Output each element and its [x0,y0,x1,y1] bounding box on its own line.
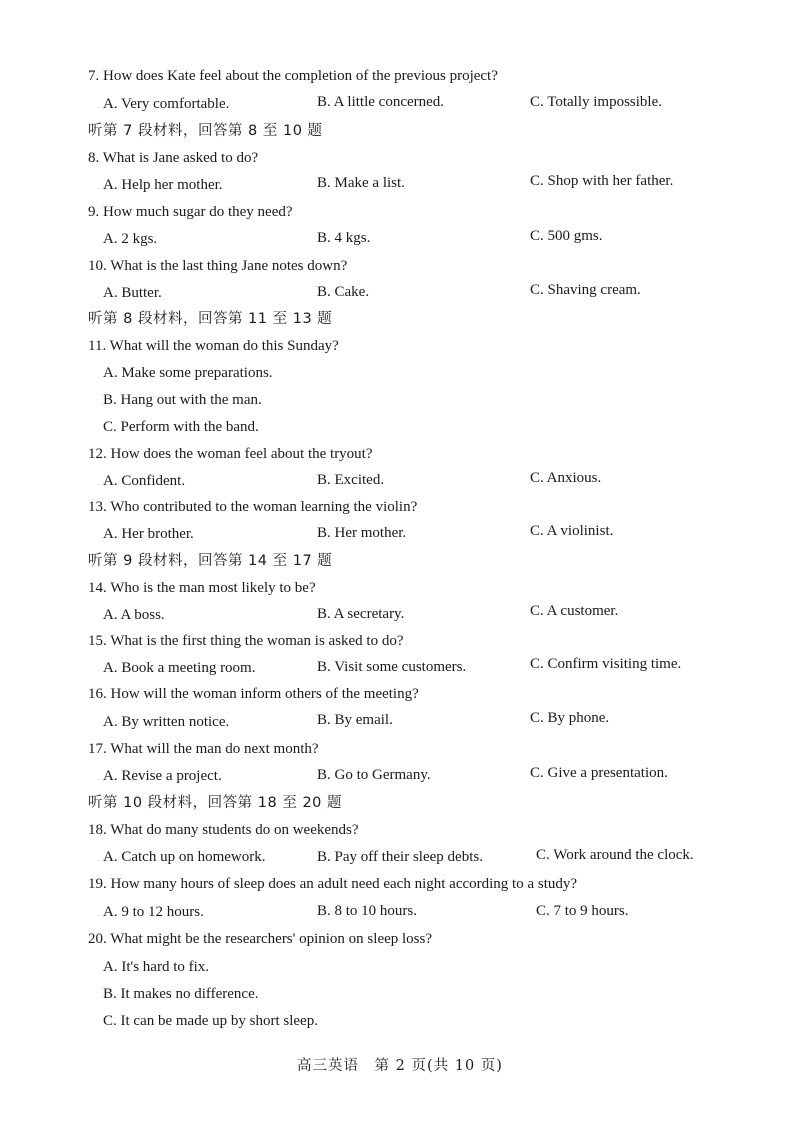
question-stem: 17. What will the man do next month? [88,741,319,757]
option-c: C. A customer. [530,603,619,619]
option-b: B. It makes no difference. [103,986,259,1002]
question-stem: 19. How many hours of sleep does an adult need each night according to a study? [88,876,578,892]
section-header: 听第 8 段材料，回答第 11 至 13 题 [88,311,333,327]
option-a: A. Catch up on homework. [103,849,266,865]
option-a: A. Her brother. [103,526,194,542]
option-a: A. Butter. [103,285,162,301]
option-a: A. A boss. [103,607,165,623]
option-a: A. Confident. [103,473,186,489]
question-stem: 8. What is Jane asked to do? [88,150,259,166]
option-a: A. Help her mother. [103,177,223,193]
section-header: 听第 7 段材料，回答第 8 至 10 题 [88,123,323,139]
option-b: B. Her mother. [317,525,407,541]
option-c: C. Confirm visiting time. [530,656,682,672]
option-b: B. 8 to 10 hours. [317,903,418,919]
option-c: C. Shop with her father. [530,173,674,189]
option-c: C. 500 gms. [530,228,603,244]
option-c: C. Anxious. [530,470,602,486]
option-c: C. Work around the clock. [536,847,694,863]
option-b: B. Make a list. [317,175,405,191]
option-c: C. Give a presentation. [530,765,668,781]
question-stem: 14. Who is the man most likely to be? [88,580,316,596]
question-stem: 10. What is the last thing Jane notes down? [88,258,348,274]
option-c: C. It can be made up by short sleep. [103,1013,318,1029]
option-a: A. Book a meeting room. [103,660,256,676]
option-a: A. 9 to 12 hours. [103,904,204,920]
option-b: B. By email. [317,712,393,728]
option-a: A. Revise a project. [103,768,222,784]
page-footer: 高三英语 第 2 页(共 10 页) [297,1058,503,1074]
option-b: B. A secretary. [317,606,405,622]
option-b: B. Go to Germany. [317,767,431,783]
option-c: C. Perform with the band. [103,419,259,435]
option-b: B. Excited. [317,472,385,488]
question-stem: 7. How does Kate feel about the completion of the previous project? [88,68,498,84]
option-a: A. Very comfortable. [103,96,230,112]
option-c: C. Totally impossible. [530,94,663,110]
option-b: B. Visit some customers. [317,659,467,675]
question-stem: 15. What is the first thing the woman is asked to do? [88,633,404,649]
question-stem: 13. Who contributed to the woman learning the violin? [88,499,418,515]
option-a: A. Make some preparations. [103,365,273,381]
option-b: B. A little concerned. [317,94,445,110]
option-a: A. 2 kgs. [103,231,158,247]
option-a: A. It's hard to fix. [103,959,210,975]
question-stem: 11. What will the woman do this Sunday? [88,338,339,354]
question-stem: 18. What do many students do on weekends? [88,822,359,838]
option-c: C. A violinist. [530,523,614,539]
question-stem: 12. How does the woman feel about the tryout? [88,446,373,462]
option-b: B. Pay off their sleep debts. [317,849,483,865]
option-b: B. Cake. [317,284,370,300]
option-c: C. Shaving cream. [530,282,641,298]
question-stem: 16. How will the woman inform others of the meeting? [88,686,419,702]
option-c: C. By phone. [530,710,610,726]
option-b: B. 4 kgs. [317,230,371,246]
question-stem: 20. What might be the researchers' opinion on sleep loss? [88,931,433,947]
section-header: 听第 9 段材料，回答第 14 至 17 题 [88,553,333,569]
option-a: A. By written notice. [103,714,230,730]
option-c: C. 7 to 9 hours. [536,903,629,919]
option-b: B. Hang out with the man. [103,392,262,408]
section-header: 听第 10 段材料，回答第 18 至 20 题 [88,795,343,811]
question-stem: 9. How much sugar do they need? [88,204,293,220]
